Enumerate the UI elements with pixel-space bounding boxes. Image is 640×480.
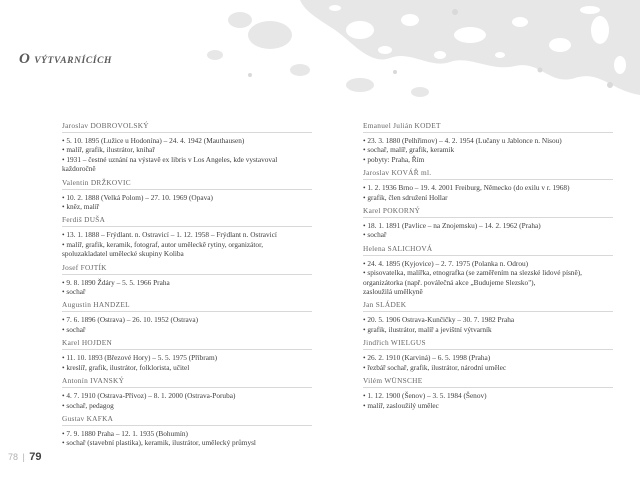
artist-first-name: Josef <box>62 262 79 272</box>
artist-entry <box>62 300 312 334</box>
artist-name <box>62 178 312 190</box>
artist-detail-line: • sochař, pedagog <box>62 400 114 410</box>
artist-name <box>363 206 613 218</box>
artist-name <box>363 168 613 180</box>
artist-entry <box>62 338 312 372</box>
artist-detail-line: každoročně <box>62 164 96 174</box>
artist-detail-line: • spisovatelka, malířka, etnografka (se zaměřením na slezské lidové písně), <box>363 268 582 278</box>
artist-detail-line: • malíř, grafik, keramik, fotograf, autor uměleckě rytiny, organizátor, <box>62 239 264 249</box>
artist-name <box>62 263 312 275</box>
artist-name <box>62 215 312 227</box>
artist-detail-line: organizátorka (např. poválečná akce „Budujeme Slezsko"), <box>363 277 536 287</box>
artist-first-name: Jan <box>363 300 374 310</box>
artist-detail-line: zasloužilá umělkyně <box>363 287 423 297</box>
artist-name <box>62 376 312 388</box>
artist-entry <box>62 178 312 212</box>
artist-detail-line: • 7. 9. 1880 Praha – 12. 1. 1935 (Bohumín) <box>62 428 188 438</box>
artist-name <box>62 121 312 133</box>
artist-entry <box>62 121 312 174</box>
page-title-rest: VÝTVARNÍCÍCH <box>34 56 113 66</box>
page-title <box>19 50 112 68</box>
artist-entry <box>62 215 312 258</box>
artist-last-name: HANDZEL <box>93 300 130 310</box>
page-number-separator: | <box>22 452 25 462</box>
artist-detail-line: • 1. 12. 1900 (Šenov) – 3. 5. 1984 (Šenov) <box>363 391 487 401</box>
artist-entry <box>62 414 312 448</box>
artist-detail-line: • 4. 7. 1910 (Ostrava-Přívoz) – 8. 1. 2000 (Ostrava-Poruba) <box>62 391 236 401</box>
artist-last-name: WÜNSCHE <box>384 376 423 386</box>
artist-first-name: Vilém <box>363 376 383 386</box>
artist-detail-line: • kněz, malíř <box>62 202 100 212</box>
artist-detail-line: • 9. 8. 1890 Ždáry – 5. 5. 1966 Praha <box>62 277 170 287</box>
artist-detail-line: spoluzakladatel umělecké skupiny Koliba <box>62 249 184 259</box>
artist-detail-line: • 13. 1. 1888 – Frýdlant. n. Ostravicí – 1. 12. 1958 – Frýdlant n. Ostravicí <box>62 230 277 240</box>
artist-first-name: Gustav <box>62 413 85 423</box>
artist-entry <box>363 168 613 202</box>
artist-last-name: DUŠA <box>84 215 106 225</box>
artist-name <box>363 121 613 133</box>
artist-last-name: IVANSKÝ <box>90 376 125 386</box>
artist-detail-line: • kreslíř, grafik, ilustrátor, folklorista, učitel <box>62 362 190 372</box>
artist-last-name: DOBROVOLSKÝ <box>90 121 149 130</box>
artist-entry <box>363 376 613 410</box>
artist-entry <box>62 376 312 410</box>
artist-detail-line: • 20. 5. 1906 Ostrava-Kunčičky – 30. 7. 1982 Praha <box>363 315 515 325</box>
artist-detail-line: • 1931 – čestné uznání na výstavě ex libris v Los Angeles, kde vystavoval <box>62 154 278 164</box>
current-page-number: 79 <box>29 451 42 463</box>
artist-first-name: Antonín <box>62 376 89 386</box>
artist-detail-line: • pobyty: Praha, Řím <box>363 154 425 164</box>
artist-last-name: SALICHOVÁ <box>387 243 433 253</box>
artist-detail-line: • 23. 3. 1880 (Pelhřimov) – 4. 2. 1954 (Lučany u Jablonce n. Nisou) <box>363 136 562 145</box>
artist-entry <box>363 338 613 372</box>
artist-first-name: Ferdiš <box>62 215 83 225</box>
artist-detail-line: • sochař <box>62 287 86 297</box>
artist-detail-line: • 11. 10. 1893 (Březové Hory) – 5. 5. 1975 (Příbram) <box>62 353 218 363</box>
artist-entry <box>363 244 613 297</box>
artist-first-name: Jaroslav <box>62 121 89 130</box>
artist-detail-line: • sochař <box>62 324 86 334</box>
artist-detail-line: • grafik, člen sdružení Hollar <box>363 192 448 202</box>
artist-first-name: Valentin <box>62 177 89 187</box>
artist-first-name: Karel <box>62 338 80 348</box>
artist-name <box>363 244 613 256</box>
artist-detail-line: • 7. 6. 1896 (Ostrava) – 26. 10. 1952 (Ostrava) <box>62 315 199 325</box>
artist-first-name: Jindřich <box>363 338 389 348</box>
artist-name <box>62 414 312 426</box>
page-numbers <box>8 447 42 465</box>
right-column <box>363 121 613 414</box>
artist-first-name: Karel <box>363 206 381 216</box>
artist-last-name: FOJTÍK <box>80 262 107 272</box>
artist-detail-line: • 5. 10. 1895 (Lužice u Hodonína) – 24. 4. 1942 (Mauthausen) <box>62 136 245 145</box>
artist-entry <box>363 121 613 164</box>
artist-entry <box>363 300 613 334</box>
artist-entry <box>363 206 613 240</box>
artist-name <box>363 376 613 388</box>
artist-detail-line: • malíř, zasloužilý umělec <box>363 400 439 410</box>
artist-entry <box>62 263 312 297</box>
artist-detail-line: • sochař, malíř, grafik, keramik <box>363 145 455 155</box>
artist-detail-line: • 10. 2. 1888 (Velká Polom) – 27. 10. 1969 (Opava) <box>62 192 213 202</box>
artist-last-name: KOVÁŘ ml. <box>391 168 432 178</box>
artist-last-name: WIELGUS <box>390 338 426 348</box>
artist-detail-line: • malíř, grafik, ilustrátor, knihař <box>62 145 155 155</box>
artist-detail-line: • řezbář sochař, grafik, ilustrátor, národní umělec <box>363 362 507 372</box>
artist-detail-line: • sochař (stavební plastika), keramik, ilustrátor, umělecký průmysl <box>62 438 256 448</box>
artist-last-name: SLÁDEK <box>375 300 407 310</box>
artist-last-name: DRŽKOVIC <box>90 177 131 187</box>
artist-name <box>62 338 312 350</box>
artist-last-name: POKORNÝ <box>382 206 421 216</box>
artist-detail-line: • 1. 2. 1936 Brno – 19. 4. 2001 Freiburg, Německo (do exilu v r. 1968) <box>363 183 570 193</box>
artist-name <box>363 338 613 350</box>
artist-last-name: KODET <box>414 121 441 130</box>
left-column <box>62 121 312 452</box>
artist-last-name: KAFKA <box>86 413 114 423</box>
artist-detail-line: • sochař <box>363 230 387 240</box>
artist-first-name: Jaroslav <box>363 168 390 178</box>
artist-detail-line: • grafik, ilustrátor, malíř a jevištní výtvarník <box>363 324 492 334</box>
artist-first-name: Emanuel Julián <box>363 121 413 130</box>
artist-detail-line: • 24. 4. 1895 (Kyjovice) – 2. 7. 1975 (Polanka n. Odrou) <box>363 258 529 268</box>
page-title-initial: O <box>19 51 31 67</box>
artist-detail-line: • 26. 2. 1910 (Karviná) – 6. 5. 1998 (Praha) <box>363 353 491 363</box>
artist-detail-line: • 18. 1. 1891 (Pavlice – na Znojemsku) – 14. 2. 1962 (Praha) <box>363 221 541 231</box>
artist-first-name: Helena <box>363 243 386 253</box>
previous-page-number: 78 <box>8 452 19 462</box>
artist-last-name: HOJDEN <box>81 338 113 348</box>
artist-name <box>363 300 613 312</box>
artist-first-name: Augustin <box>62 300 92 310</box>
artist-name <box>62 300 312 312</box>
